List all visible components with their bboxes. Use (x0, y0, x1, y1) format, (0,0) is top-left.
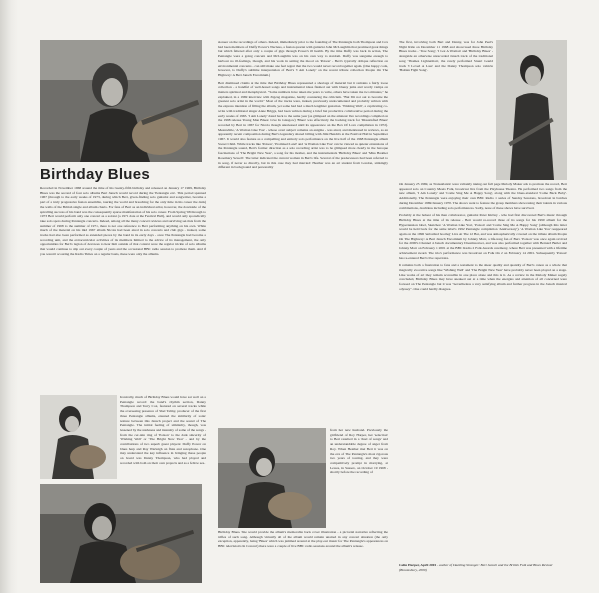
article-paragraph: It remains both a frustration to fans and a testament to the sheer quality and quantity of Bert's canon as a whole that magically evocative songs like 'Wishing Well' and 'The Bright New Year' have probably never been played on a stage. Like works of art they remain accessible in one place alone and this is it. As a review in the Melody Maker sagely concluded, Birthday Blues may have sneaked out at a time when the energies and attention of all concerned were focused on The Pentangle but it was "nevertheless a very satisfying album and further progress in the Jansch musical odyssey". One could hardly disagree. (399, 263, 567, 291)
article-column-1-intro (40, 186, 206, 391)
author-credit (399, 563, 567, 572)
photo-bert-seated-guitar (218, 428, 326, 528)
photo-bert-closeup-guitar (40, 484, 202, 583)
article-paragraph: On January 25 1969, as Transatlantic were valiantly taking out full page Melody Maker ads to promote the record, Bert appeared solo on Country Meets Folk, broadcast live from the Playhouse Theatre. He performed two songs from the new album, 'I Am Lonely' and 'Come Sing Me A Happy Song', along with the blues-standard 'Come Back Baby'. Additionally, The Pentangle were enjoying their own BBC Radio 1 series of Sunday Sessions, broadcast in batches during December 1969/January 1970. The shows went to feature the group members showcasing their talents in various combinations, doubtless including solo performances. Sadly, none of these shows have survived. (399, 182, 567, 210)
page-fold-shadow (0, 0, 18, 593)
author-credit-name: Colin Harper, April 2001 (399, 563, 437, 567)
article-column-2 (218, 40, 388, 424)
author-credit-text: - author of Dazzling Stranger: Bert Jansch and the British Folk and Blues Revival (Bloomsbury, 2000) (399, 563, 553, 572)
photo-bert-playing-guitar (40, 395, 117, 479)
article-column-3-wrap-text: The first, involving both Bert and Danny, was for John Peel's Night Ride on December 11 1968 and showcased three Birthday Blues tracks - 'Tree Song', 'I Got A Woman' and 'Birthday Blues' - alongside an otherwise unrecorded Jansch track of the traditional song 'Thames Lighterman', the rarely performed Stuart Gould track 'I Loved A Lass' and the Danny Thompson solo vehicle 'Haitian Fight Song'. (399, 40, 493, 73)
photo-bert-standing-portrait (496, 40, 567, 180)
article-paragraph: Probably at the behest of his then collaborator, guitarist Peter Kirtley - who had first discovered Bert's music through Birthday Blues at the time of its release - Bert would re-record three of its songs for his 1990 album for the Hypertension label, Sketches: 'A Woman Like You', 'Poison' and 'Come Sing Me A Happy Song' (although this latter would be held back for the same label's 1992 Pentangle compilation 'Anniversary'). 'A Woman Like You' reappeared again on the 1996 'unbottled bootleg' Live At The 12 Bar, and was atmospherically covered on the tribute album People On The Highway: A Bert Jansch Encomium by Johnny Marr, a life-long fan of Bert. 'Poison' was once again revived for the 2000's Channel 4 Jansch documentary Dreamweaver, and was also performed together with Bernard Butler and Johnny Marr on February 1 2001 at the BBC Radio 2 Folk Awards ceremony, where Bert was presented with a lifetime achievement award. The trio's performance was broadcast on Folk On 2 on February 14 2001. Subsequently 'Poison' has re-entered Bert's live repertoire. (399, 213, 567, 260)
article-column-3 (399, 182, 567, 562)
article-title: Birthday Blues (40, 166, 151, 183)
article-paragraph: Recorded in November 1968 around the time of his twenty-fifth birthday and released on January 17 1969, Birthday Blues was the second of four solo albums Bert Jansch would record during the 'Pentangle era'. This period spanned 1967 (through to the early weeks of 1973, during which Bert, given-finding solo guitarist and songwriter, became a part of a truly progressive fusion ensemble, touring the world and breaching for the only time in his career the dark) the walls of the British single and album charts. For fans of Bert as an individual artist, however, the downside of the spiralling success of his band was the consequently sparse manifestation of his solo career. From Spring '68 through to 1973 Bert would perform only one concert as a soloist (a 1971 date at the Festival Hall), and would only sporadically take solo spots during Pentangle concerts. Indeed, among all the many concert reviews and surviving set-lists from the summer of 1968 to the summer of 1971, there is not one reference to Bert performing anything on his own. While much of the material on his mid 1967 album Nicola had been aired in solo concerts and club gigs - indeed, some tracks had also been performed as extended pieces by the band in its early days - once The Pentangle had become a recording unit, and the extracurricular activities of its members limited to the advice of its management, the only opportunities for Bert's legion of devotees to hear him outside of that context were the regular trickle of solo albums that would continue to slip out every couple of years and the occasional BBC radio session to promote them. And if you weren't scouring the Radio Times on a regular basis, these were only the albums. (40, 186, 206, 256)
article-column-1-wrap-text: Ironically, much of Birthday Blues would have sat well on a Pentangle record: the band's rhythm section, Danny Thompson and Terry Cox, featured on several tracks while the overseeing presence of Shel Talmy, producer of the first three Pentangle albums, ensured the similarity of sonic texture between this Jansch project and the sound of The Pentangle. The initial feeling of similarity, though, was lessened by the starkness and intensity of some of the songs - from the cer-tain ring of 'Poison' to the dark sincerity of 'Wishing Well' or 'The Bright New Year' - and by the contributions of two superb guest players: Duffy Power on blues harp and Ray Warleigh on flute and saxophone. One may understand the key influence in bringing these people on board was Danny Thompson, who had played and recorded with both on their own projects and as a fellow ses- (120, 395, 206, 465)
article-paragraph: sioneer on the recordings of others. Indeed, immediately prior to the founding of The Pentangle both Thompson and Cox had been members of Duffy Power's Nucleus, a fusion quartet with guitarist John McLaughlin that promised great things but which faltered after only a couple of gigs through Power's ill health. By the time Duffy was back in action, The Pentangle were a going concern and McLaughlin was on his own way to stardom. Duffy was sanguine enough to harbour no ill-feelings, though, and his work in setting the mood on 'Poison' - Bert's typically oblique reflection on environmental concerns - can still make one feel regret that the two would never record together again. (One happy coda, however, is Duffy's sublime interpretation of Bert's 'I Am Lonely' on the recent tribute collection People On The Highway: A Bert Jansch Encomium.) (218, 40, 388, 77)
article-column-2-bottom: Birthday Blues. She would provide the album's memorable back cover illustration - a pictorial narrative reflecting the trifles of such song. Although virtually all of the album would remain unaired in any concert situation (the only exception, apparently, being 'Blues' which was jammed around at the play-out music for The Pentangle's appearances on BBC television's In Concert) there were a couple of live BBC radio sessions around the album's release. (218, 530, 388, 549)
article-column-2-wrap-text: from her new husband. Previously the girlfriend of Roy Harper, her 'selection' to Bert resulted in a 'duel of songs' and an understandable degree of anger from Roy. When Heather met Bert it was on the eve of The Pentangle's most rigorous two years of touring, and they were competitively prompt in marrying, at Lewes, in Sussex, on October 19 1968 - shortly before the recording of (330, 428, 388, 475)
article-paragraph: Bert dismissed claims at the time that Birthday Blues represented a shortage of material but it remains a fairly loose collection - a handful of well-honed songs and instrumental ideas fleshed out with bluesy jams and wordy vamps on matters spiritual and metaphysical. "Some numbers have taken me years to write, others have taken me two minutes," he explained, in a 1969 interview with Zigzag magazine, hardly countering the criticism. "But I'm not out to become the greatest solo artist in the world." Most of the tracks were, indeed, previously undocumented and probably written with the express intention of filling the album, yet some had had a much lengthier gestation. 'Wishing Well', a captivating co-write with traditional singer Anne Briggs, had been written during a brief but productive collaborative period during the early weeks of 1965. 'I Am Lonely' dated back to the same year (as glimpsed on the amateur live recordings compiled on the 1998 release Young Man Blues: Live In Glasgow) 'Blues' was effectively the backing track for 'Dissatisfied Blues' recorded by Bert in 1967 for Nicola though unreleased until its appearance on the Box Of Love compilation in 1972). Meanwhile, 'A Woman Like You' - whose overt subject remains an enigma - was aired, and mentioned in reviews, as an apparently recent composition during Bert's legendary shared billing with Jimi Hendrix at the Festival Hall in September 1967. It would also feature as a compelling and entirely solo performance on the live half of the 1968 Pentangle album Sweet Child. While tracks like 'Poison', 'Promised Land' and 'A Woman Like You' can be viewed as quieter extensions of the Pentangle sound, Bert's former direction as a solo recording artist was to be glimpsed more clearly in the baroque fascinations of 'The Bright New Year', a song for his mother, and the instrumentals 'Birthday Blues' and 'Miss Heather Rosemary Sewell'. The latter indicated the current woman in Bert's life. Several of the predecessors had been referred to in song, if never so directly, but in this case they had married: Heather was an art student from London, strikingly different in background and personality (218, 80, 388, 170)
photo-bert-with-guitar-portrait (40, 40, 202, 162)
